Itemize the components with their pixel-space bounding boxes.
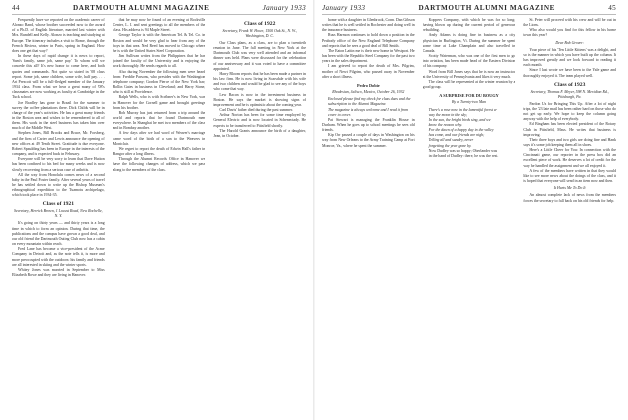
paragraph: All the way from Honolulu comes news of a second baby in the Paul Foster family. After several years of travel he has settled down to write up the Bishop Museum's ethnographical expedition to the Tuamotu archipelago, which took place in 1934-35. xyxy=(12,172,105,198)
paragraph: Bob Murray has just returned from a trip around the world and reports that he found Dartmouth men everywhere. In Shanghai he met two members of the class and in Bombay another. xyxy=(112,110,206,131)
paragraph: Pat Stewart is managing the Franklin House in Durham. When he goes up to school meetings he sees old friends. xyxy=(322,117,415,133)
issue-date: January 1933 xyxy=(262,4,306,12)
poem-byline: By a Twenty-two Man xyxy=(452,100,486,105)
section-title: Class of 1922 xyxy=(243,21,276,27)
running-head: DARTMOUTH ALUMNI MAGAZINE xyxy=(418,4,556,12)
paragraph: Jim Sullivan writes from the Philippines that he has joined the faculty of the University and is enjoying the work thoroughly. He sends regards to all. xyxy=(112,54,206,69)
paragraph: Since I last wrote we have been to the Yale game and thoroughly enjoyed it. The team played well. xyxy=(523,68,617,78)
paragraph: Who also would you find for this fellow in his home town this year? xyxy=(523,28,617,38)
section-secretary: Secretary, Herrick Brown, 1 Locust Road, New Rochelle, N. Y. xyxy=(14,209,103,219)
paragraph: A few of the members have written in that they would like to see more news about the doings of the class, and it is hoped that everyone will send in an item now and then. xyxy=(523,168,617,184)
paragraph: Frequently have we reported on the academic career of Alonzo Rand, whose brother succeeded now to the award of a Ph.D. of English literature, married last winter with Mrs. Rundell and Kelly. Alonzo is teaching and studying at Europe. The itinerary includes a visit to Rome, through the French Riviera, winter in Paris, spring in England. How does one get that way? xyxy=(12,18,105,53)
paragraph: Carl Davis' father died during the past summer. xyxy=(219,108,293,113)
class-notes-paragraphs xyxy=(523,48,616,79)
verse-line: Telling all and sundry, never xyxy=(428,138,474,143)
right-col-1 xyxy=(322,18,415,420)
paragraph: The class will be represented at the winter reunion by a good group. xyxy=(422,79,516,90)
paragraph: An almost complete lack of news from the members forces the secretary to fall back on his old friends for help. xyxy=(523,193,617,203)
paragraph: Ed Bingham has been elected president of the Rotary Club in Pittsfield, Mass. He writes that business is improving. xyxy=(523,122,617,137)
class-notes-paragraphs xyxy=(423,18,516,90)
section-title: Class of 1921 xyxy=(42,201,75,208)
left-col-2 xyxy=(113,18,206,420)
paragraph: I am grieved to report the death of Mrs. Pilgrim, mother of Newt Pilgrim, who passed away in November after a short illness. xyxy=(322,64,415,79)
verse-line: know the reason why. xyxy=(428,122,463,127)
class-notes-paragraphs xyxy=(322,18,415,80)
running-head: DARTMOUTH ALUMNI MAGAZINE xyxy=(72,4,210,12)
paragraph: Harry Bloom reports that he has been made a partner in his law firm. He is now living in Scarsdale with his wife and two children and would be glad to see any of the boys who come that way. xyxy=(213,71,307,92)
paragraph: Word from Bill Jones says that he is now an instructor at the University of Pennsylvania and likes it very much. xyxy=(422,69,516,79)
section-secretary: Secretary, Thomas F. Meyer, 598 N. Meridian Rd., Pittsburgh, Pa. xyxy=(530,89,609,99)
left-col-1 xyxy=(12,18,105,420)
paragraph: Scotty Waterman, who was one of the first men to go into aviation, has been made head of the Eastern Division of his company. xyxy=(422,54,516,69)
right-col-3 xyxy=(523,18,616,420)
verse-line: For the dawn of a happy day in the valley xyxy=(428,128,494,133)
paragraph: Their three boys and two girls are doing fine and Hank says it's some job keeping them all in shoes. xyxy=(523,137,617,147)
class-notes-paragraphs xyxy=(113,18,206,173)
class-notes-paragraphs xyxy=(322,118,415,149)
class-notes-paragraphs xyxy=(423,149,516,159)
page-header xyxy=(12,4,306,15)
paragraph: Russ Harmon continues to hold down a position in the Peabody office of the New England Telephone Company and reports that he sees a good deal of Bill Smith. xyxy=(322,33,415,48)
class-notes-paragraphs xyxy=(213,41,306,139)
class-notes-paragraphs xyxy=(523,193,616,203)
left-col-3 xyxy=(213,18,306,420)
verse-line: forgetting the year gone by. xyxy=(428,143,472,148)
poem-title: A SURPRISE FOR DU BOUGY xyxy=(439,93,499,99)
class-notes-paragraphs xyxy=(12,18,105,198)
verse-line: has come, and our friends are nigh; xyxy=(428,133,485,138)
paragraph: Joe Bradley has gone to Brazil for the summer to survey the coffee plantations there. Dick Childs will be in charge of the year's activities. He has a great many friends in the Boston area and wishes to be remembered to all of them. His work in the steel business has taken him over much of the Middle West. xyxy=(12,100,105,131)
class-notes-paragraphs xyxy=(12,221,105,278)
page-header xyxy=(322,4,616,15)
paragraph: Kip Orr passed a couple of days in Washington on his way from New Orleans to the Army Training Camp at Fort Monroe, Va., where he spent the summer. xyxy=(322,133,415,148)
right-columns xyxy=(322,18,616,420)
letter-lines xyxy=(322,97,415,118)
subheading: It Hurts Me To Do It xyxy=(553,186,586,191)
section-secretary: Secretary, Frank W. Howe, 1500 Oak St., N. W., Washington, D. C. xyxy=(222,29,297,38)
paragraph: Our Class plans, as a class, are to plan a twentieth reunion in June. The fall meeting in New York at the Dartmouth Club was very well attended and an informal dinner was held. Plans were discussed for the celebration of our anniversary and it was voted to have a committee appointed. xyxy=(213,41,307,71)
left-columns xyxy=(12,18,306,420)
verse-line: There's a rose now in the lamentful forest a- xyxy=(428,107,498,112)
letter-dateline: Rhodesian, Jalisco, Mexico, October 26, 1932 xyxy=(332,90,405,95)
paragraph: Koppers Company, with which he was for so long; having blown up during the current period of generous rebuilding. xyxy=(422,18,516,33)
paragraph: Stephen Jones, Bill Brooks and Bruce, Mr. Forsberg, and the firm of Carter and Lewis announce the opening of new offices at 49 Tenth Street. Gratitude is due everyone. Robert Spaulding has been in Europe in the interests of the company, and is expected back in February. xyxy=(12,131,105,157)
paragraph: Through the Alumni Records Office in Hanover we have the following changes of address, which we pass along to the members of the class. xyxy=(112,157,206,172)
paragraph: Ralph Wells, who is with Scribner's in New York, was in Hanover for the Cornell game and brought greetings from his brother. xyxy=(112,95,206,110)
paragraph: It's going on thirty years — and thirty years is a long time in which to form an opinion. During that time, the publications and the campus have grown a good deal, and our old friend the Dartmouth Outing Club now has a cabin on every mountain within reach. xyxy=(12,221,105,247)
paragraph: Lew Bacon is now in the investment business in Boston. He says the market is showing signs of improvement and he is optimistic about the coming year. xyxy=(213,92,307,107)
paragraph: A few days after we had word of Weaver's marriage came word of the birth of a son to the Weavers in Montclair. xyxy=(112,131,206,146)
paragraph: Also during November the following men were heard from: Freddie Parsons, who presides with the Washington telephone company; Gordon Pierce of the New York bar; Rollin Gates in business in Cleveland; and Harry Stone, who is still at Providence. xyxy=(112,69,206,95)
paragraph: Now Dudley was so happy; Oberlander was xyxy=(428,148,498,153)
issue-date: January 1933 xyxy=(322,4,366,12)
letter-heading: Pedro Dobie xyxy=(356,82,380,88)
verse-line: Enclosed please find my check for class dues and the subscription to the Alumni Magazine. xyxy=(328,97,411,107)
verse-line: In the sun, the bright birds sing, and we xyxy=(428,117,491,122)
section-title: Class of 1923 xyxy=(553,81,586,88)
paragraph: Everyone will be very sorry to learn that Dave Hutton has been confined to his bed for many weeks and is now slowly recovering from a serious case of arthritis. xyxy=(12,157,105,172)
paragraph: Fred Lane has become a vice-president of the Acme Company in Detroit and, as the note tells it, is more and more preoccupied with the outdoors: his family and friends are all interested in skiing and the winter sports. xyxy=(12,247,105,267)
paragraph: Andy Adams is doing fine in business as a city physician in Burlington, Vt. During the summer he spent some time at Lake Champlain and also travelled in Canada. xyxy=(422,33,516,53)
paragraph: that he may now be found of an evening at Rockville Center, L. I. and sent greetings to all the members of the class. His address is 94 Maple Street. xyxy=(112,18,206,33)
class-notes-paragraphs xyxy=(523,102,616,185)
paragraph: Arthur Norton has been for some time employed by General Electric and is now located in Schenectady. He expects to be transferred to Pittsfield shortly. xyxy=(213,113,307,128)
paragraph: The Eaton Lattin me is their new home in Westport. He has been with the Republic Steel Company for the past two years in the sales department. xyxy=(322,48,415,64)
paragraph: Your piece of his 'Ten Little Kittens' was a delight, and so is the manner in which you have built up the column. It has improved greatly and we look forward to reading it each month. xyxy=(523,47,617,68)
page-number: 45 xyxy=(608,4,616,12)
page-number: 44 xyxy=(12,4,20,12)
paragraph: Whitey Jones was married in September to Miss Elizabeth Rowe and they are living in Hanover. xyxy=(12,267,105,278)
verse-line: way the moon in the sky; xyxy=(428,112,468,117)
paragraph: in the hand of Dudley: there, he was the rest. xyxy=(428,153,499,158)
paragraph: Here's a Little Cheer for You: In connection with the Cincinnati game, our reporter in the press box did an excellent piece of work. He deserves a lot of credit for the way he handled the assignment and we all enjoyed it. xyxy=(523,148,617,168)
paragraph: The Harold Grants announce the birth of a daughter, Jean, in October. xyxy=(213,128,307,138)
paragraph: home with a daughter in Glenbrook, Conn. Dan Gibson writes that he is well settled in Rochester and doing well in the insurance business. xyxy=(322,18,415,33)
letter-salutation: Dear Bob Grover: xyxy=(555,40,584,45)
right-col-2 xyxy=(423,18,516,420)
poem-lines xyxy=(423,108,516,149)
class-notes-paragraphs xyxy=(523,18,616,39)
paragraph: In these days of rapid change it is news to report, 'Sam's family, same job, same pay.' To whom will we concede this all? It's new honor to come here, and both quotes and commands. Not quite so stated in '08 class report. Some job, same children, some wife, half pay. . . . Art Prescott will be a full-fledged member of the January 1934 class. From what we hear a great many of '08's classmates are now working as faculty at Cambridge in the Tuck school. xyxy=(12,54,105,100)
paragraph: George Taylor is with the American Tel. & Tel. Co. in Boston and would be very glad to hear from any of the boys in that area. Ned Reed has moved to Chicago where he is with the United States Steel Corporation. xyxy=(112,33,206,53)
right-page xyxy=(314,0,628,420)
verse-line: The magazine is always welcome and I read it from cover to cover. xyxy=(328,107,409,117)
paragraph: Pardon Us for Bringing This Up. After a lot of night trips, the '23 late mail has been rather hard on those who do not get up early. We hope to keep the column going anyway with the help of everybody. xyxy=(523,101,617,122)
paragraph: We regret to report the death of Edwin Hall's father in Bangor after a long illness. xyxy=(112,146,206,157)
paragraph: St. Peter will proceed with his crew and will be out in the Lions. xyxy=(523,18,617,28)
